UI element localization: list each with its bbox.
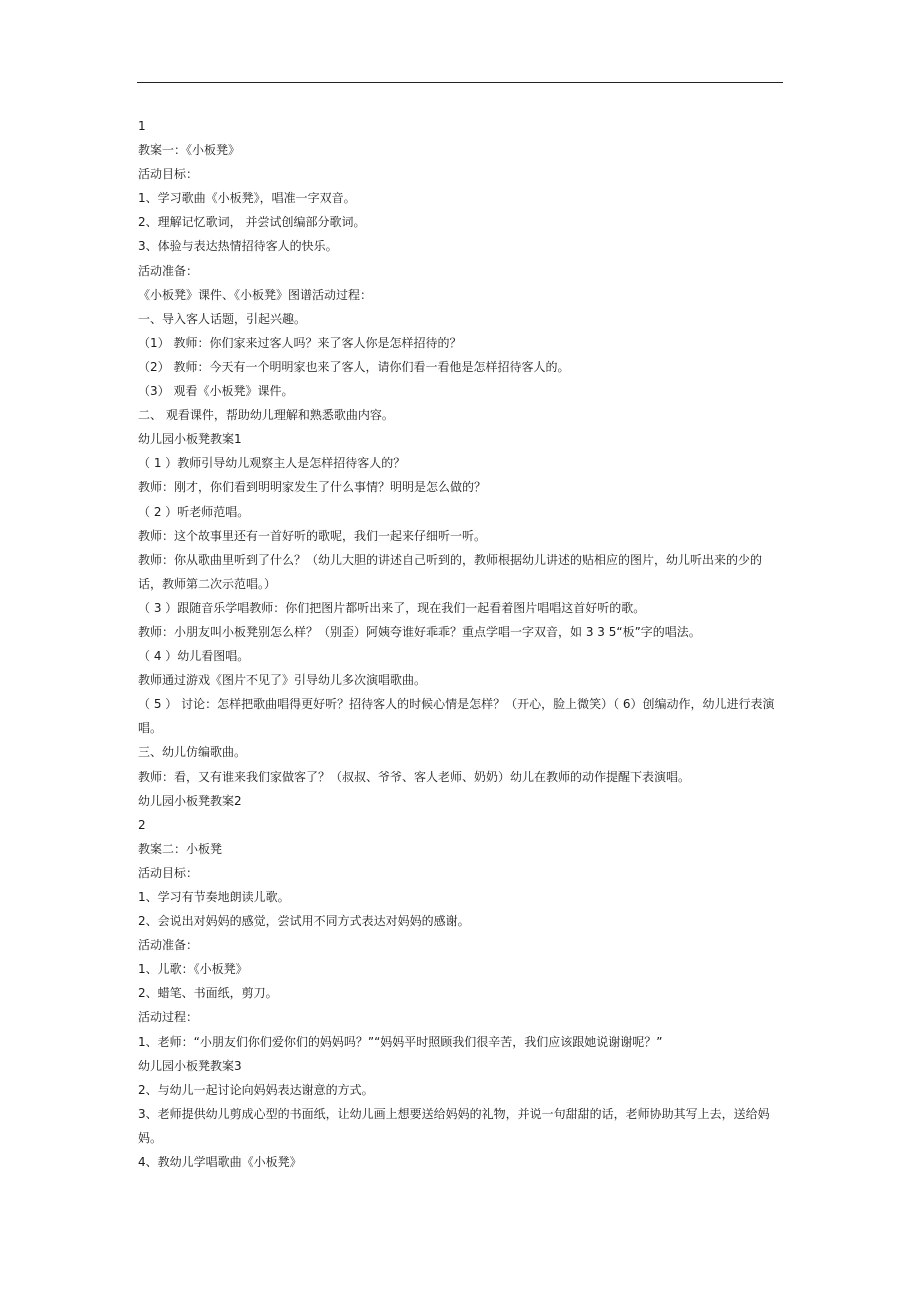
goal-item: 3、体验与表达热情招待客人的快乐。 [138, 239, 338, 254]
process-step: 4、教幼儿学唱歌曲《小板凳》 [138, 1155, 302, 1170]
section-number-2: 2 [138, 817, 146, 832]
inline-doc-title: 幼儿园小板凳教案1 [138, 432, 242, 447]
preparation-item: 1、儿歌：《小板凳》 [138, 962, 248, 977]
preparation-item: 2、蜡笔、书面纸，剪刀。 [138, 986, 278, 1001]
document-body [138, 114, 784, 1174]
goal-item: 1、学习有节奏地朗读儿歌。 [138, 890, 290, 904]
goal-item: 1、学习歌曲《小板凳》，唱准一字双音。 [138, 191, 356, 206]
lesson-one-title: 教案一：《小板凳》 [138, 143, 241, 158]
preparation-text: 《小板凳》课件、《小板凳》图谱活动过程： [138, 287, 373, 302]
process-step: 二、 观看课件，帮助幼儿理解和熟悉歌曲内容。 [138, 408, 394, 423]
heading-process: 活动过程： [138, 1010, 199, 1025]
heading-preparation: 活动准备： [138, 263, 199, 278]
goal-item: 2、理解记忆歌词， 并尝试创编部分歌词。 [138, 215, 366, 230]
process-step: 2、与幼儿一起讨论向妈妈表达谢意的方式。 [138, 1082, 374, 1097]
goal-item: 2、会说出对妈妈的感觉，尝试用不同方式表达对妈妈的感谢。 [138, 914, 470, 929]
dialogue-line: 教师：小朋友叫小板凳别怎么样？（别歪）阿姨夸谁好乖乖？重点学唱一字双音，如 3 3 5“板”字的唱法。 [138, 624, 701, 639]
process-substep: （ 2 ）听老师范唱。 [138, 504, 250, 519]
dialogue-line: 教师：刚才，你们看到明明家发生了什么事情？明明是怎么做的？ [138, 480, 487, 495]
heading-goals: 活动目标： [138, 865, 199, 880]
process-substep: （1） 教师：你们家来过客人吗？来了客人你是怎样招待的？ [138, 335, 462, 350]
process-substep: （3） 观看《小板凳》课件。 [138, 384, 294, 399]
process-substep: （2） 教师：今天有一个明明家也来了客人，请你们看一看他是怎样招待客人的。 [138, 359, 570, 374]
inline-doc-title: 幼儿园小板凳教案2 [138, 793, 242, 808]
dialogue-line: 教师：看，又有谁来我们家做客了？（叔叔、爷爷、客人老师、奶奶）幼儿在教师的动作提醒下表演唱。 [138, 769, 691, 784]
dialogue-paragraph: 教师：你从歌曲里听到了什么？（幼儿大胆的讲述自己听到的，教师根据幼儿讲述的贴相应的图片，幼儿听出来的少的话，教师第二次示范唱。） [138, 552, 763, 591]
process-step: 1、老师：“小朋友们你们爱你们的妈妈吗？”“妈妈平时照顾我们很辛苦，我们应该跟她说谢谢呢？” [138, 1034, 663, 1049]
process-substep: （ 3 ）跟随音乐学唱教师：你们把图片都听出来了，现在我们一起看着图片唱唱这首好听的歌。 [138, 600, 646, 615]
header-rule [137, 82, 783, 83]
process-substep: （ 1 ）教师引导幼儿观察主人是怎样招待客人的？ [138, 456, 406, 471]
dialogue-line: 教师：这个故事里还有一首好听的歌呢，我们一起来仔细听一听。 [138, 528, 487, 543]
process-step: 一、导入客人话题，引起兴趣。 [138, 311, 307, 326]
inline-doc-title: 幼儿园小板凳教案3 [138, 1058, 242, 1073]
heading-goals: 活动目标： [138, 167, 199, 182]
heading-preparation: 活动准备： [138, 938, 199, 953]
process-step: 三、幼儿仿编歌曲。 [138, 745, 247, 760]
section-number-1: 1 [138, 119, 146, 133]
lesson-two-title: 教案二：小板凳 [138, 841, 223, 856]
discussion-paragraph: （ 5 ） 讨论：怎样把歌曲唱得更好听？招待客人的时候心情是怎样？（开心，脸上微笑）（ 6）创编动作，幼儿进行表演唱。 [138, 697, 775, 736]
process-substep: （ 4 ）幼儿看图唱。 [138, 649, 250, 664]
dialogue-line: 教师通过游戏《图片不见了》引导幼儿多次演唱歌曲。 [138, 673, 427, 688]
process-paragraph: 3、老师提供幼儿剪成心型的书面纸，让幼儿画上想要送给妈妈的礼物，并说一句甜甜的话，老师协助其写上去，送给妈妈。 [138, 1106, 770, 1145]
